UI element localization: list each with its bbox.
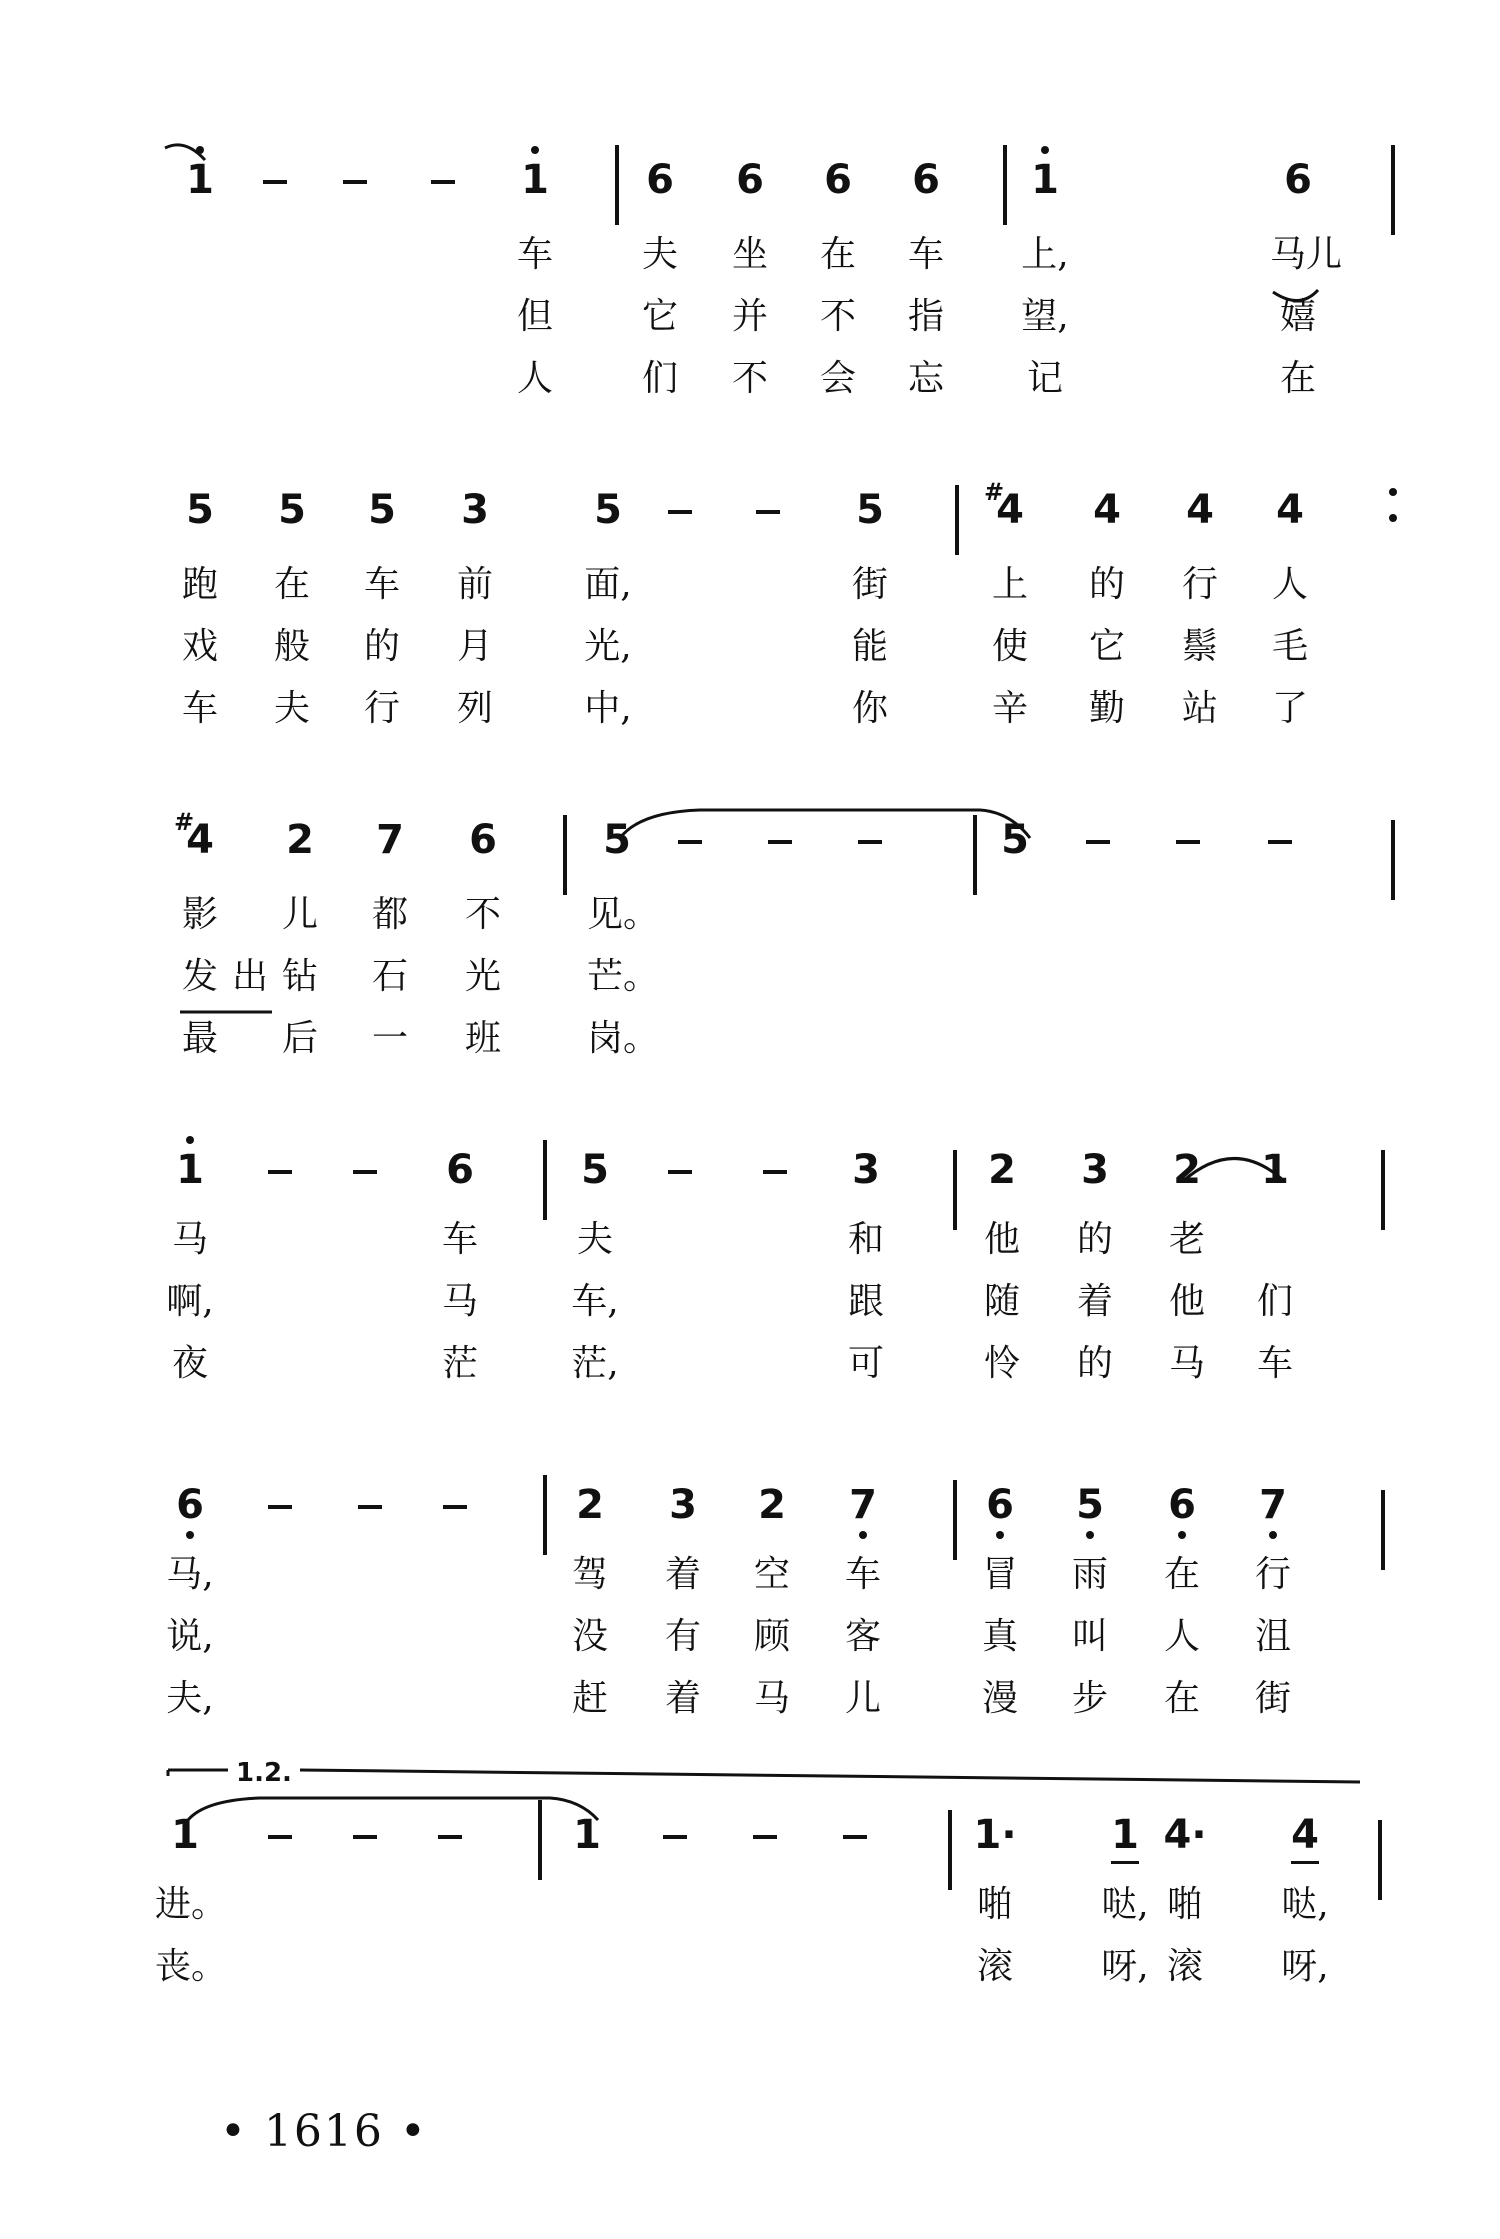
lyric-syllable: 有	[664, 1616, 701, 1657]
lyric-syllable: 的	[1088, 564, 1125, 605]
note: 1	[573, 1812, 601, 1858]
lyric-syllable: 沮	[1254, 1616, 1291, 1657]
lyric-syllable: 马,	[166, 1554, 214, 1595]
note: 3	[1081, 1147, 1109, 1193]
note: 6	[176, 1482, 204, 1528]
lyric-syllable: 记	[1026, 358, 1063, 399]
lyric-syllable: 后	[281, 1018, 318, 1059]
lyric-syllable: 驾	[571, 1554, 608, 1595]
duration-dash	[353, 1835, 377, 1839]
lyric-syllable: 冒	[981, 1554, 1018, 1595]
lyric-syllable: 在	[273, 564, 310, 605]
lyric-syllable: 站	[1181, 688, 1218, 729]
duration-dash	[768, 840, 792, 844]
lyric-syllable: 上,	[1021, 234, 1069, 275]
duration-dash	[753, 1835, 777, 1839]
octave-dot	[859, 1531, 867, 1539]
note: 4	[1093, 487, 1121, 533]
lyric-syllable: 的	[363, 626, 400, 667]
note: 5	[368, 487, 396, 533]
lyric-syllable: 茫	[441, 1343, 478, 1384]
note: 1	[176, 1147, 204, 1193]
lyric-syllable: 会	[819, 358, 856, 399]
lyric-syllable: 客	[844, 1616, 881, 1657]
octave-dot	[996, 1531, 1004, 1539]
sharp-sign: #	[984, 478, 1005, 506]
lyric-syllable: 毛	[1271, 626, 1308, 667]
lyric-syllable: 说,	[166, 1616, 214, 1657]
lyric-syllable: 影	[181, 894, 218, 935]
note: 6	[469, 817, 497, 863]
lyric-syllable: 月	[456, 626, 493, 667]
lyric-syllable: 钻	[281, 956, 318, 997]
octave-dot	[1086, 1531, 1094, 1539]
note: 3	[669, 1482, 697, 1528]
note: 6	[986, 1482, 1014, 1528]
duration-dash	[1176, 840, 1200, 844]
note: 5	[603, 817, 631, 863]
lyric-syllable: 真	[981, 1616, 1018, 1657]
lyric-syllable: 随	[983, 1281, 1020, 1322]
note: 3	[852, 1147, 880, 1193]
duration-dash	[438, 1835, 462, 1839]
octave-dot	[186, 1136, 194, 1144]
lyric-syllable: 滚	[1166, 1946, 1203, 1987]
duration-dash	[678, 840, 702, 844]
lyric-syllable: 夫	[641, 234, 678, 275]
lyric-syllable: 车	[181, 688, 218, 729]
lyric-syllable: 行	[1181, 564, 1218, 605]
lyric-syllable: 夫	[273, 688, 310, 729]
lyric-syllable: 街	[1254, 1678, 1291, 1719]
lyric-syllable: 望,	[1021, 296, 1069, 337]
lyric-syllable: 岗。	[587, 1018, 660, 1059]
note: 4	[186, 817, 214, 863]
duration-dash	[263, 180, 287, 184]
note: 7	[376, 817, 404, 863]
lyric-syllable: 在	[1279, 358, 1316, 399]
lyric-syllable: 着	[1076, 1281, 1113, 1322]
lyric-syllable: 班	[464, 1018, 501, 1059]
lyric-syllable: 行	[1254, 1554, 1291, 1595]
octave-dot	[1178, 1531, 1186, 1539]
lyric-syllable: 石	[371, 956, 408, 997]
volta-label: 1.2.	[236, 1758, 292, 1788]
duration-dash	[268, 1505, 292, 1509]
note: 6	[736, 157, 764, 203]
lyric-syllable: 了	[1271, 688, 1308, 729]
lyric-syllable: 马	[753, 1678, 790, 1719]
note: 1	[521, 157, 549, 203]
lyric-syllable: 车	[516, 234, 553, 275]
lyric-syllable: 坐	[731, 234, 768, 275]
lyric-syllable: 不	[464, 894, 501, 935]
lyric-syllable: 它	[1088, 626, 1125, 667]
lyric-syllable: 列	[456, 688, 493, 729]
note: 2	[286, 817, 314, 863]
duration-dash	[353, 1170, 377, 1174]
lyric-syllable: 丧。	[155, 1946, 228, 1987]
lyric-syllable: 车	[363, 564, 400, 605]
octave-dot	[186, 1531, 194, 1539]
note-underline	[1291, 1861, 1319, 1864]
note: 2	[758, 1482, 786, 1528]
duration-dash	[343, 180, 367, 184]
sharp-sign: #	[174, 808, 195, 836]
lyric-syllable: 人	[1271, 564, 1308, 605]
lyric-syllable: 哒,	[1101, 1884, 1149, 1925]
lyric-syllable: 怜	[983, 1343, 1020, 1384]
note: 1	[1031, 157, 1059, 203]
lyric-syllable: 不	[819, 296, 856, 337]
lyric-syllable: 发	[181, 956, 218, 997]
lyric-syllable: 的	[1076, 1219, 1113, 1260]
lyric-syllable: 进。	[155, 1884, 228, 1925]
octave-dot	[1041, 146, 1049, 154]
lyric-syllable: 马	[441, 1281, 478, 1322]
lyric-syllable: 他	[983, 1219, 1020, 1260]
note: 1	[186, 157, 214, 203]
note: 6	[824, 157, 852, 203]
duration-dash	[763, 1170, 787, 1174]
lyric-syllable: 茫,	[571, 1343, 619, 1384]
duration-dash	[443, 1505, 467, 1509]
lyric-syllable: 啪	[976, 1884, 1013, 1925]
lyric-syllable: 哒,	[1281, 1884, 1329, 1925]
note: 2	[576, 1482, 604, 1528]
lyric-syllable: 前	[456, 564, 493, 605]
duration-dash	[668, 510, 692, 514]
duration-dash	[358, 1505, 382, 1509]
lyric-syllable: 使	[991, 626, 1028, 667]
lyric-syllable: 滚	[976, 1946, 1013, 1987]
duration-dash	[756, 510, 780, 514]
lyric-syllable: 雨	[1071, 1554, 1108, 1595]
lyric-syllable: 忘	[907, 358, 944, 399]
duration-dash	[1086, 840, 1110, 844]
note: 1	[1261, 1147, 1289, 1193]
lyric-syllable: 马	[1168, 1343, 1205, 1384]
note: 5	[1001, 817, 1029, 863]
lyric-syllable: 但	[516, 296, 553, 337]
page-number: • 1616 •	[220, 2106, 428, 2157]
lyric-syllable: 夫	[576, 1219, 613, 1260]
duration-dash	[268, 1170, 292, 1174]
note: 1·	[973, 1812, 1017, 1858]
lyric-syllable: 出	[231, 956, 268, 997]
note: 4	[996, 487, 1024, 533]
note: 5	[856, 487, 884, 533]
lyric-syllable: 呀,	[1101, 1946, 1149, 1987]
note: 4	[1276, 487, 1304, 533]
note: 3	[461, 487, 489, 533]
lyric-syllable: 啪	[1166, 1884, 1203, 1925]
lyric-syllable: 步	[1071, 1678, 1108, 1719]
lyric-syllable: 空	[753, 1554, 790, 1595]
note: 7	[849, 1482, 877, 1528]
lyric-syllable: 光	[464, 956, 501, 997]
lyric-syllable: 它	[641, 296, 678, 337]
lyric-syllable: 马儿	[1270, 234, 1343, 275]
duration-dash	[843, 1835, 867, 1839]
lyric-syllable: 的	[1076, 1343, 1113, 1384]
lyric-syllable: 都	[371, 894, 408, 935]
lyric-syllable: 儿	[281, 894, 318, 935]
octave-dot	[531, 146, 539, 154]
lyric-syllable: 芒。	[587, 956, 660, 997]
lyric-syllable: 光,	[584, 626, 632, 667]
lyric-syllable: 上	[991, 564, 1028, 605]
duration-dash	[668, 1170, 692, 1174]
note: 7	[1259, 1482, 1287, 1528]
lyric-syllable: 一	[371, 1018, 408, 1059]
lyric-syllable: 们	[1256, 1281, 1293, 1322]
note: 5	[1076, 1482, 1104, 1528]
lyric-syllable: 你	[851, 688, 888, 729]
lyric-syllable: 般	[273, 626, 310, 667]
duration-dash	[858, 840, 882, 844]
lyric-syllable: 他	[1168, 1281, 1205, 1322]
lyric-syllable: 车	[1256, 1343, 1293, 1384]
lyric-syllable: 嬉	[1279, 296, 1316, 337]
lyric-syllable: 车	[844, 1554, 881, 1595]
lyric-syllable: 戏	[181, 626, 218, 667]
lyric-syllable: 行	[363, 688, 400, 729]
lyric-syllable: 面,	[584, 564, 632, 605]
lyric-syllable: 见。	[587, 894, 660, 935]
lyric-syllable: 夜	[171, 1343, 208, 1384]
note: 5	[581, 1147, 609, 1193]
lyric-syllable: 能	[851, 626, 888, 667]
note: 4·	[1163, 1812, 1207, 1858]
lyric-syllable: 指	[907, 296, 944, 337]
duration-dash	[1268, 840, 1292, 844]
note: 6	[646, 157, 674, 203]
lyric-syllable: 最	[181, 1018, 218, 1059]
lyric-syllable: 漫	[981, 1678, 1018, 1719]
octave-dot	[1269, 1531, 1277, 1539]
lyric-syllable: 没	[571, 1616, 608, 1657]
lyric-syllable: 顾	[753, 1616, 790, 1657]
lyric-syllable: 跑	[181, 564, 218, 605]
lyric-syllable: 啊,	[166, 1281, 214, 1322]
lyric-syllable: 们	[641, 358, 678, 399]
note: 6	[912, 157, 940, 203]
note: 2	[1173, 1147, 1201, 1193]
lyric-syllable: 着	[664, 1678, 701, 1719]
note: 6	[446, 1147, 474, 1193]
lyric-syllable: 街	[851, 564, 888, 605]
lyric-syllable: 车	[441, 1219, 478, 1260]
note-underline	[1111, 1861, 1139, 1864]
lyric-syllable: 马	[171, 1219, 208, 1260]
lyric-syllable: 车	[907, 234, 944, 275]
lyric-syllable: 在	[819, 234, 856, 275]
note: 5	[278, 487, 306, 533]
lyric-syllable: 人	[1163, 1616, 1200, 1657]
lyric-syllable: 呀,	[1281, 1946, 1329, 1987]
note: 5	[594, 487, 622, 533]
note: 1	[1111, 1812, 1139, 1858]
lyric-syllable: 不	[731, 358, 768, 399]
note: 6	[1168, 1482, 1196, 1528]
lyric-syllable: 在	[1163, 1554, 1200, 1595]
lyric-syllable: 勤	[1088, 688, 1125, 729]
lyric-syllable: 叫	[1071, 1616, 1108, 1657]
lyric-syllable: 在	[1163, 1678, 1200, 1719]
note: 4	[1186, 487, 1214, 533]
octave-dot	[196, 146, 204, 154]
lyric-syllable: 车,	[571, 1281, 619, 1322]
lyric-syllable: 老	[1168, 1219, 1205, 1260]
note: 1	[171, 1812, 199, 1858]
lyric-syllable: 鬃	[1181, 626, 1218, 667]
lyric-syllable: 着	[664, 1554, 701, 1595]
duration-dash	[268, 1835, 292, 1839]
lyric-syllable: 儿	[844, 1678, 881, 1719]
duration-dash	[431, 180, 455, 184]
note: 5	[186, 487, 214, 533]
duration-dash	[663, 1835, 687, 1839]
lyric-syllable: 可	[847, 1343, 884, 1384]
lyric-syllable: 辛	[991, 688, 1028, 729]
note: 4	[1291, 1812, 1319, 1858]
lyric-syllable: 和	[847, 1219, 884, 1260]
note: 2	[988, 1147, 1016, 1193]
lyric-syllable: 并	[731, 296, 768, 337]
lyric-syllable: 夫,	[166, 1678, 214, 1719]
lyric-syllable: 中,	[584, 688, 632, 729]
lyric-syllable: 跟	[847, 1281, 884, 1322]
lyric-syllable: 人	[516, 358, 553, 399]
lyric-syllable: 赶	[571, 1678, 608, 1719]
note: 6	[1284, 157, 1312, 203]
